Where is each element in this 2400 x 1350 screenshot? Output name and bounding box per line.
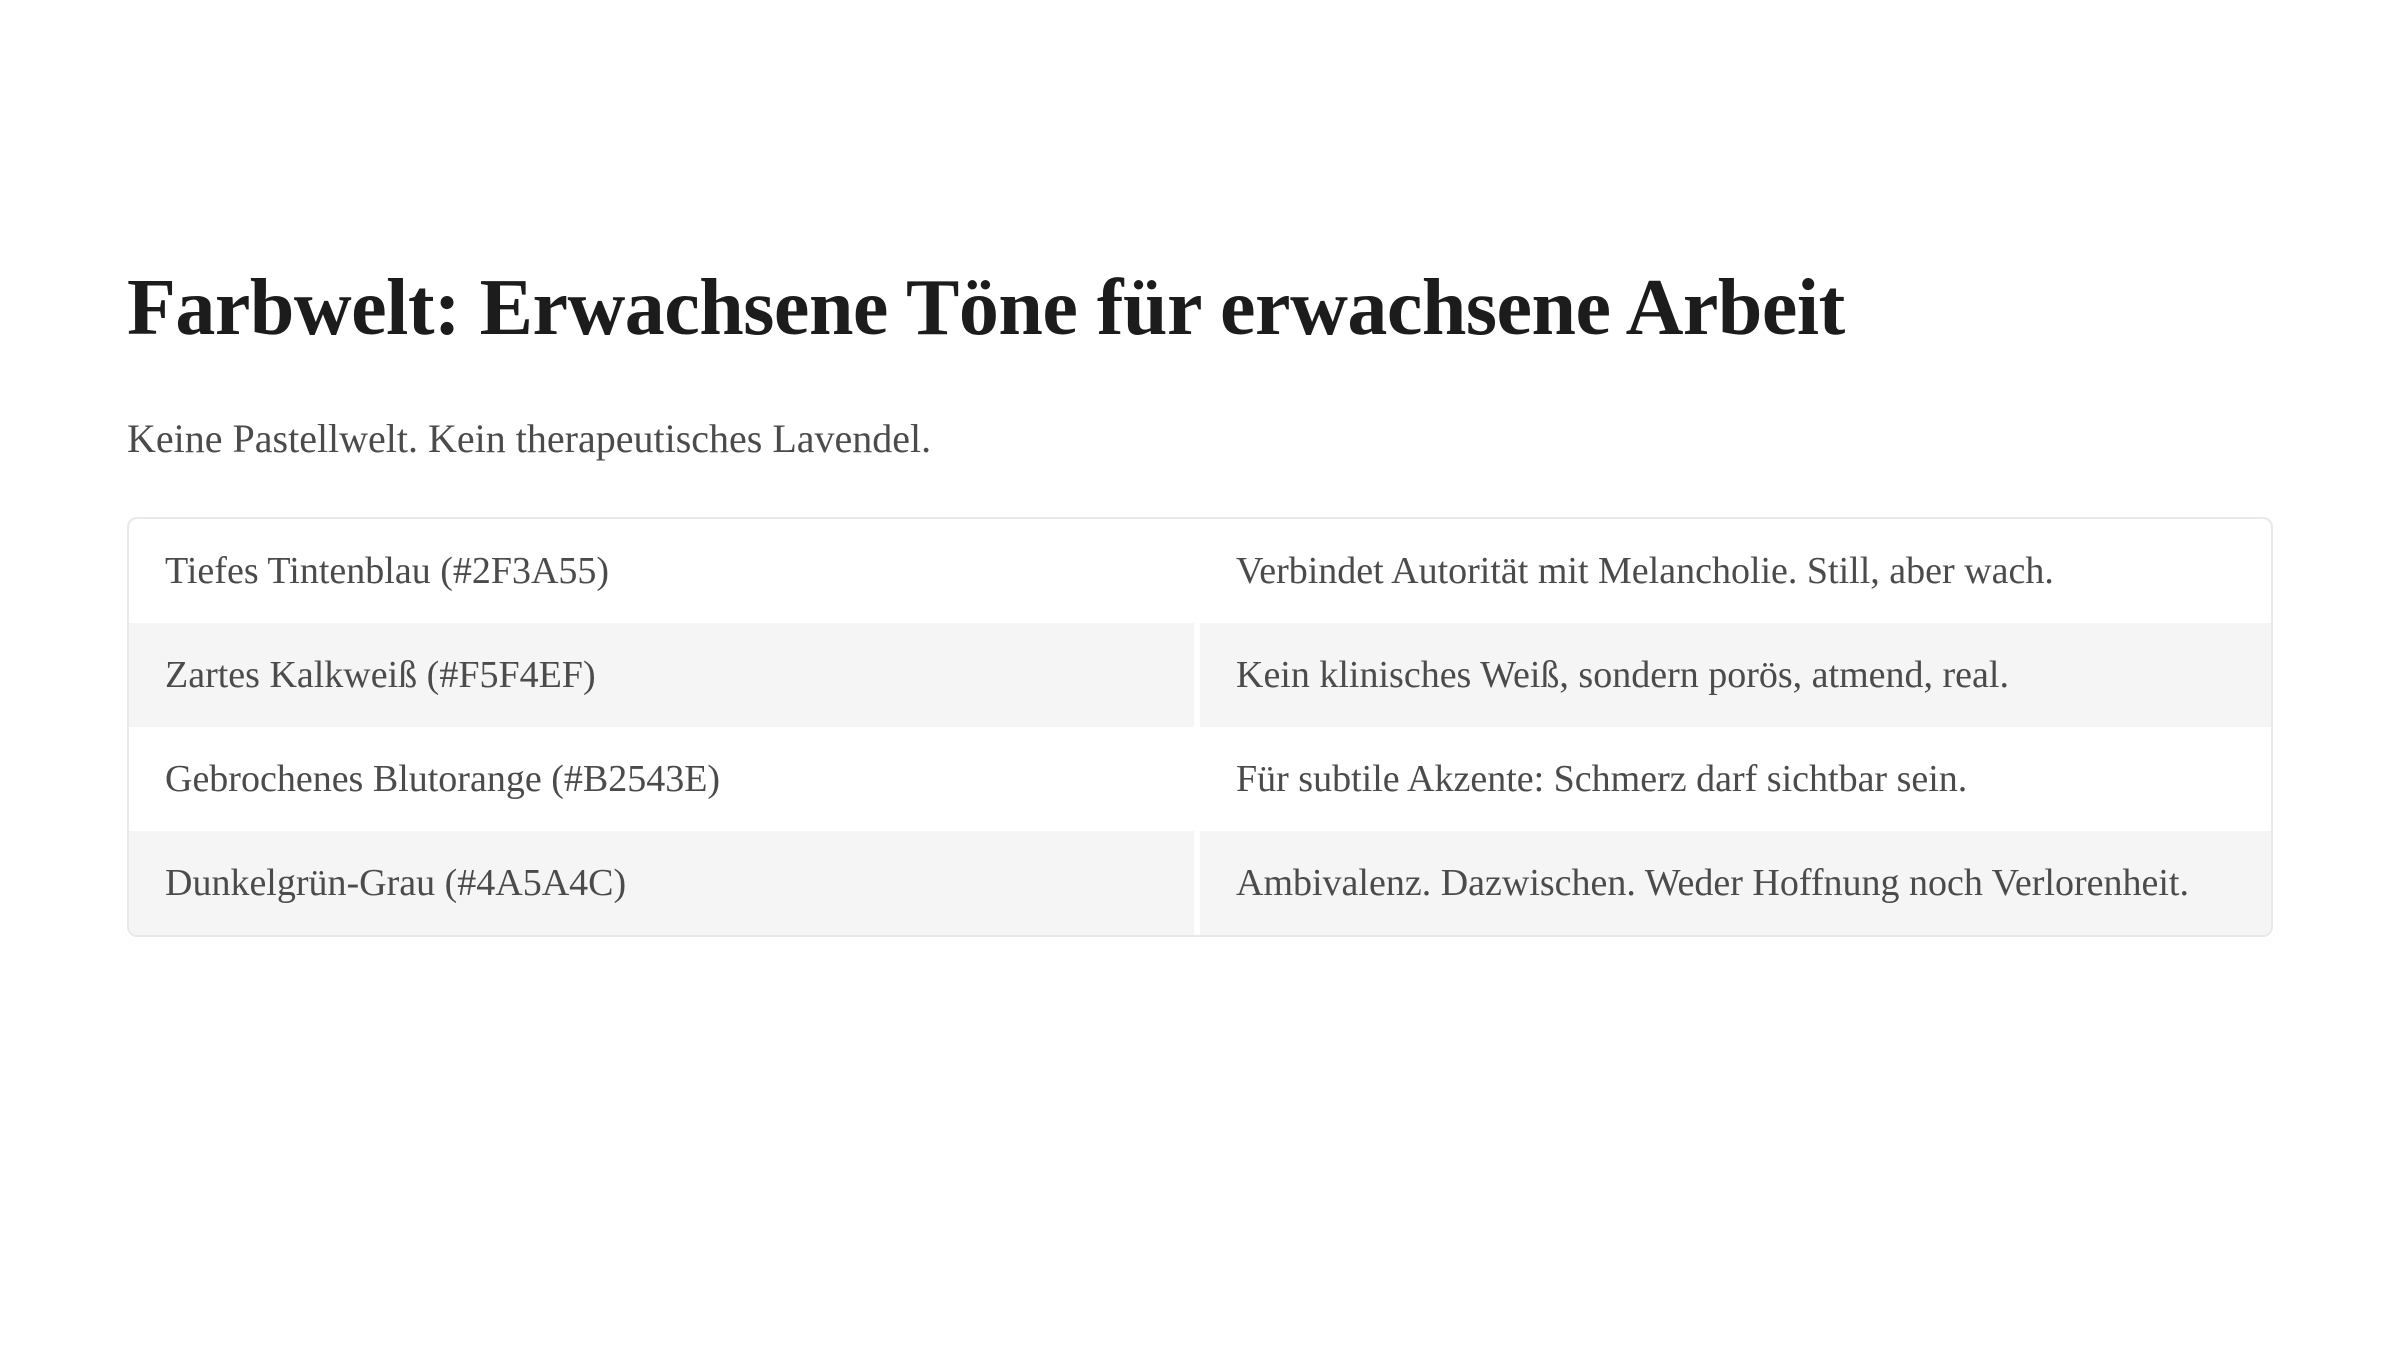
color-name-cell: Dunkelgrün-Grau (#4A5A4C)	[129, 831, 1200, 935]
table-row	[129, 519, 2271, 623]
table-row	[129, 831, 2271, 935]
table-row	[129, 623, 2271, 727]
table-row	[129, 727, 2271, 831]
color-description-cell: Ambivalenz. Dazwischen. Weder Hoffnung noch Verlorenheit.	[1236, 862, 2189, 904]
color-name-cell: Gebrochenes Blutorange (#B2543E)	[129, 727, 1200, 831]
color-name-cell: Tiefes Tintenblau (#2F3A55)	[129, 519, 1200, 623]
color-palette-table	[127, 517, 2273, 937]
color-description-cell: Kein klinisches Weiß, sondern porös, atmend, real.	[1236, 654, 2009, 696]
page-title: Farbwelt: Erwachsene Töne für erwachsene Arbeit	[127, 264, 1845, 352]
color-description-cell: Verbindet Autorität mit Melancholie. Still, aber wach.	[1236, 550, 2054, 592]
table	[129, 519, 2271, 935]
color-name-cell: Zartes Kalkweiß (#F5F4EF)	[129, 623, 1200, 727]
color-description-cell: Für subtile Akzente: Schmerz darf sichtbar sein.	[1236, 758, 1968, 800]
page-subtitle: Keine Pastellwelt. Kein therapeutisches Lavendel.	[127, 416, 932, 461]
